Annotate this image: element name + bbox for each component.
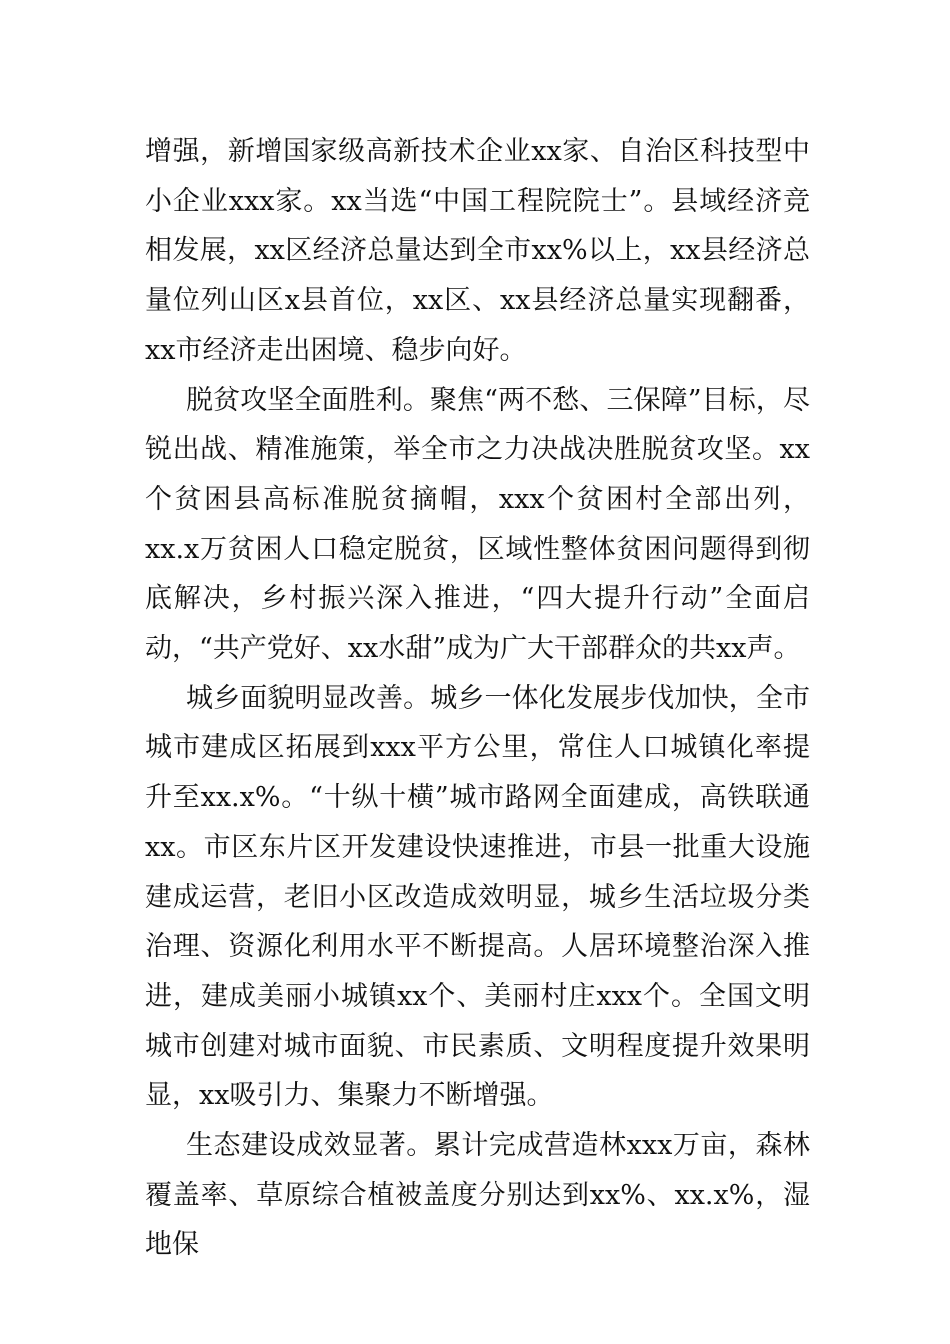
paragraph-poverty-alleviation: 脱贫攻坚全面胜利。聚焦“两不愁、三保障”目标，尽锐出战、精准施策，举全市之力决战决胜脱贫攻坚。xx个贫困县高标准脱贫摘帽，xxx个贫困村全部出列，xx.x万贫困人口稳定脱贫，区域性整体贫困问题得到彻底解决，乡村振兴深入推进，“四大提升行动”全面启动，“共产党好、xx水甜”成为广大干部群众的共xx声。 bbox=[145, 384, 810, 665]
paragraph-economy-continued: 增强，新增国家级高新技术企业xx家、自治区科技型中小企业xxx家。xx当选“中国工程院院士”。县域经济竞相发展，xx区经济总量达到全市xx%以上，xx县经济总量位列山区x县首位，xx区、xx县经济总量实现翻番，xx市经济走出困境、稳步向好。 bbox=[145, 136, 810, 366]
paragraph-urban-rural-improvement: 城乡面貌明显改善。城乡一体化发展步伐加快，全市城市建成区拓展到xxx平方公里，常住人口城镇化率提升至xx.x%。“十纵十横”城市路网全面建成，高铁联通xx。市区东片区开发建设快速推进，市县一批重大设施建成运营，老旧小区改造成效明显，城乡生活垃圾分类治理、资源化利用水平不断提高。人居环境整治深入推进，建成美丽小城镇xx个、美丽村庄xxx个。全国文明城市创建对城市面貌、市民素质、文明程度提升效果明显，xx吸引力、集聚力不断增强。 bbox=[145, 682, 810, 1112]
document-body bbox=[145, 127, 810, 1270]
paragraph-ecological-construction: 生态建设成效显著。累计完成营造林xxx万亩，森林覆盖率、草原综合植被盖度分别达到xx%、xx.x%，湿地保 bbox=[145, 1130, 810, 1261]
